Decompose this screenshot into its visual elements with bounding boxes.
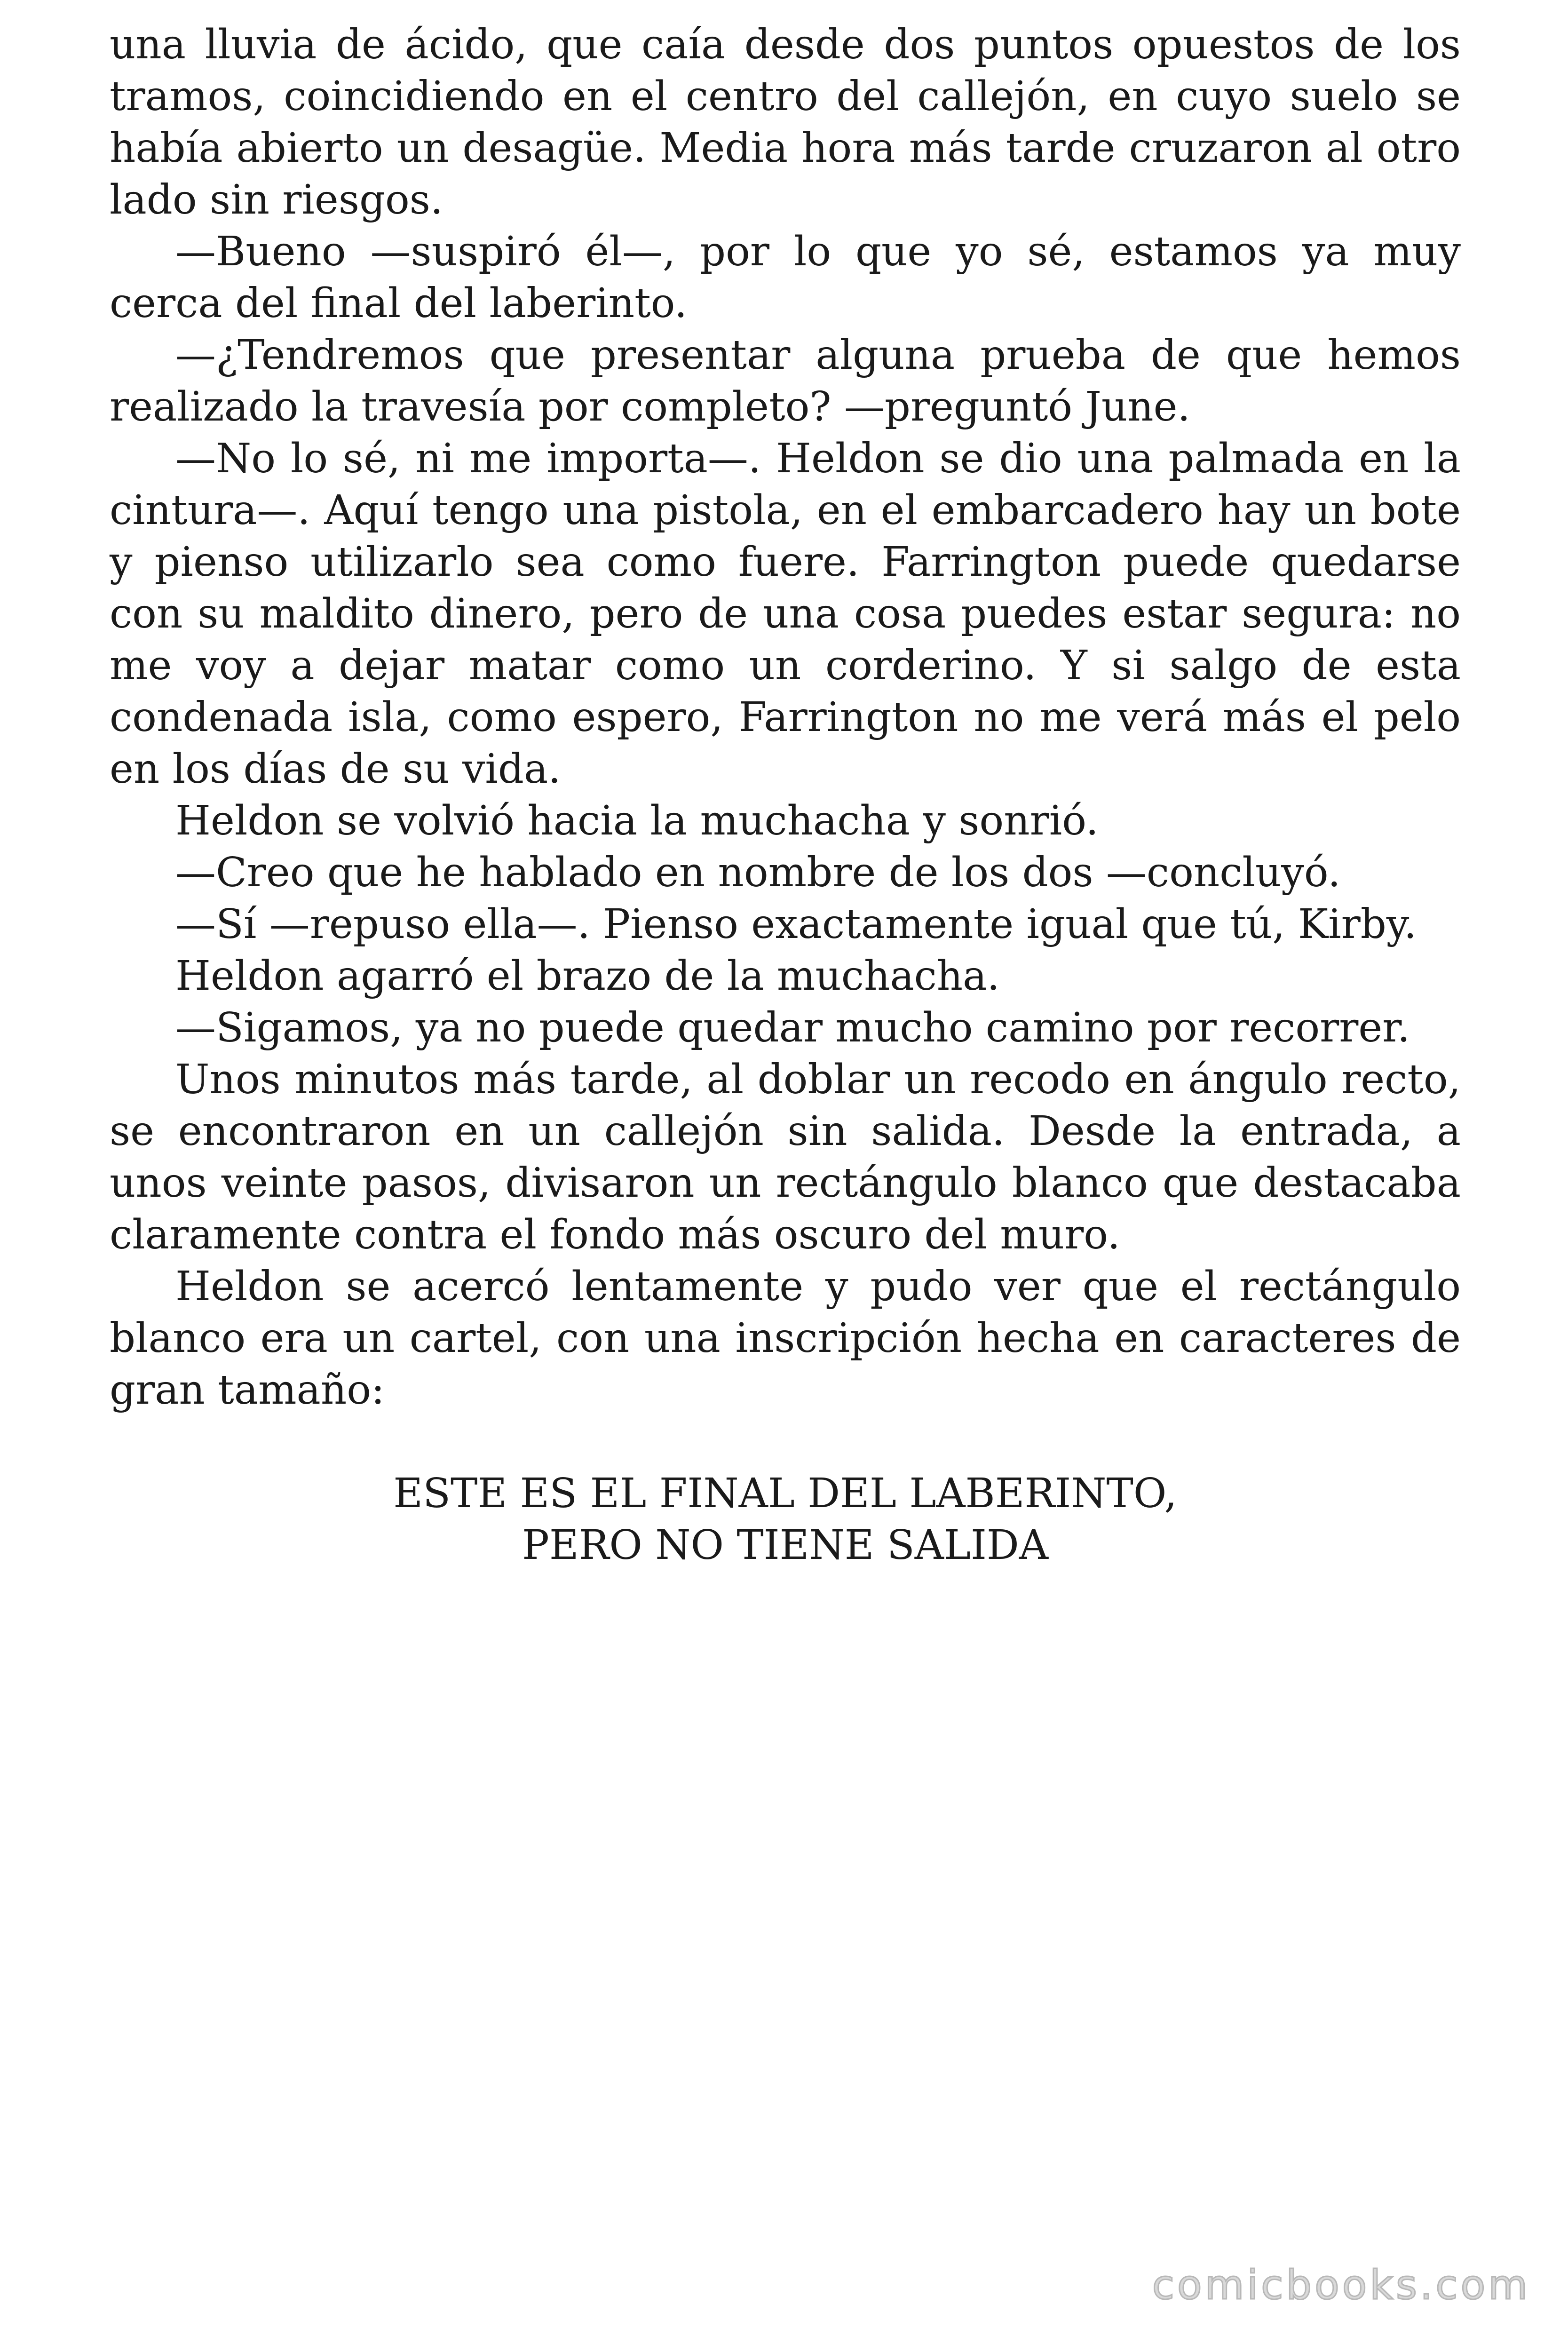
sign-inscription: [110, 1468, 1461, 1571]
paragraph-7: —Sí —repuso ella—. Pienso exactamente igual que tú, Kirby.: [175, 901, 1417, 948]
paragraph-11: Heldon se acercó lentamente y pudo ver que el rectángulo blanco era un cartel, con una inscripción hecha en caracteres de gran tamaño:: [110, 1263, 1461, 1414]
sign-line-2: PERO NO TIENE SALIDA: [522, 1522, 1048, 1569]
paragraph-8: Heldon agarró el brazo de la muchacha.: [175, 953, 1000, 1000]
paragraph-4: —No lo sé, ni me importa—. Heldon se dio una palmada en la cintura—. Aquí tengo una pistola, en el embarcadero hay un bote y pienso utilizarlo sea como fuere. Farrington puede quedarse con su maldito dinero, pero de una cosa puedes estar segura: no me voy a dejar matar como un corderino. Y si salgo de esta condenada isla, como espero, Farrington no me verá más el pelo en los días de su vida.: [110, 435, 1461, 793]
site-watermark: comicbooks.com: [1152, 2262, 1530, 2309]
sign-line-1: ESTE ES EL FINAL DEL LABERINTO,: [393, 1470, 1177, 1517]
paragraph-5: Heldon se volvió hacia la muchacha y sonrió.: [175, 797, 1099, 844]
book-page: [110, 19, 1461, 1571]
paragraph-9: —Sigamos, ya no puede quedar mucho camino por recorrer.: [175, 1004, 1410, 1051]
paragraph-6: —Creo que he hablado en nombre de los dos —concluyó.: [175, 849, 1341, 896]
paragraph-3: —¿Tendremos que presentar alguna prueba de que hemos realizado la travesía por completo? —preguntó June.: [110, 332, 1461, 430]
paragraph-1: una lluvia de ácido, que caía desde dos puntos opuestos de los tramos, coincidiendo en el centro del callejón, en cuyo suelo se había abierto un desagüe. Media hora más tarde cruzaron al otro lado sin riesgos.: [110, 21, 1461, 223]
paragraph-10: Unos minutos más tarde, al doblar un recodo en ángulo recto, se encontraron en un callejón sin salida. Desde la entrada, a unos veinte pasos, divisaron un rectángulo blanco que destacaba claramente contra el fondo más oscuro del muro.: [110, 1056, 1461, 1258]
paragraph-2: —Bueno —suspiró él—, por lo que yo sé, estamos ya muy cerca del final del laberinto.: [110, 228, 1461, 327]
